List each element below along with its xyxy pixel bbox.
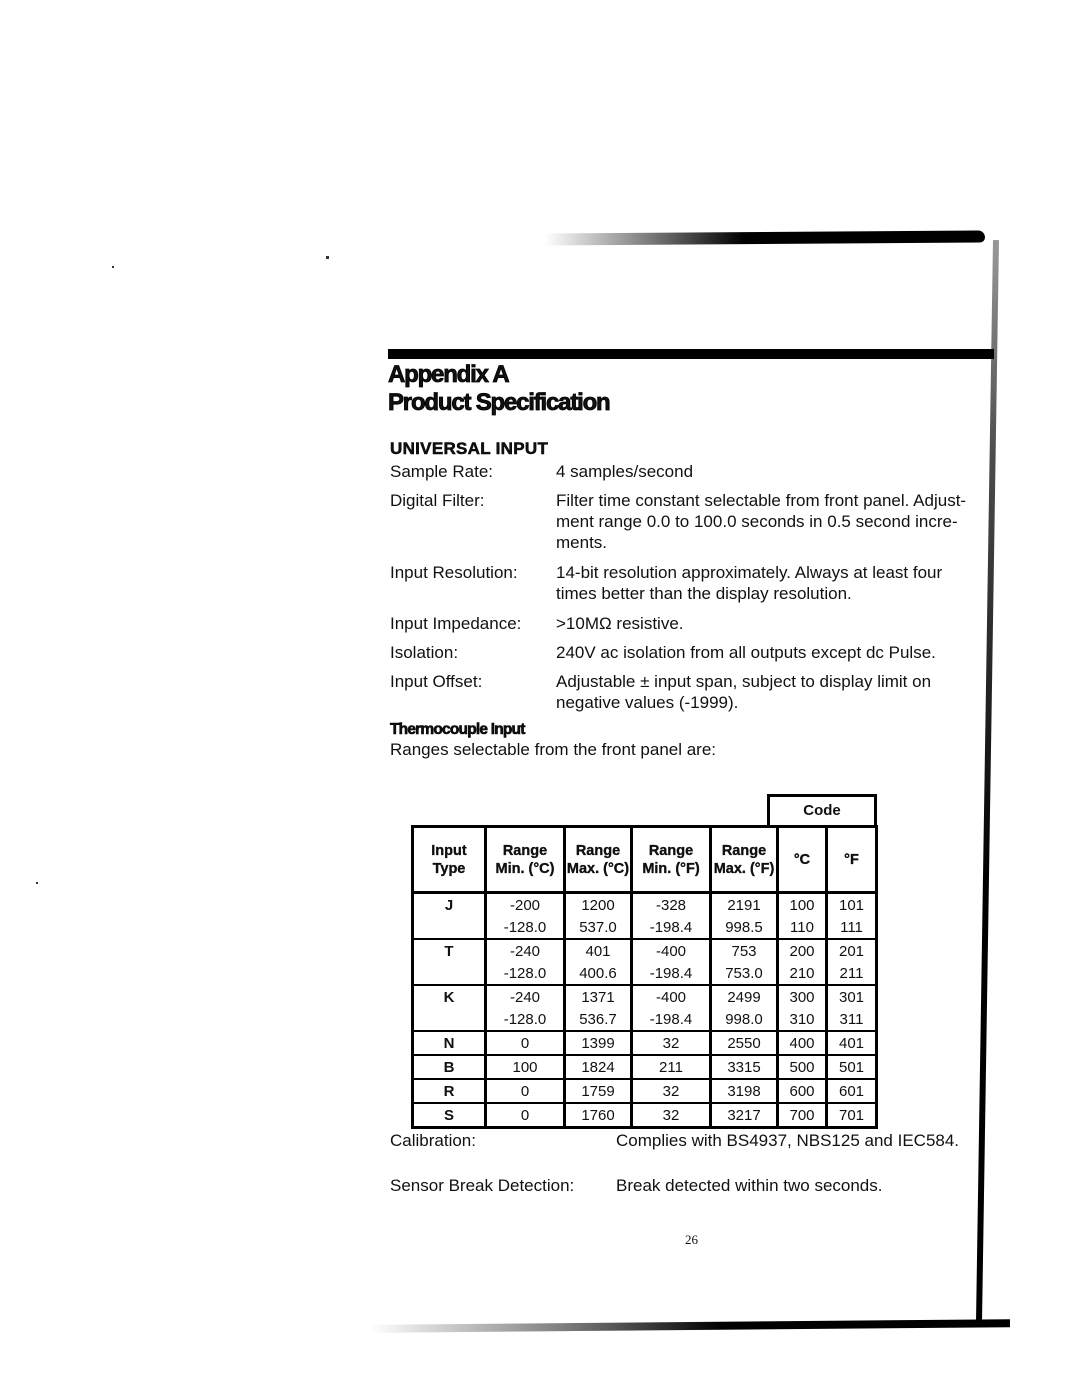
cell-min-c [486, 939, 565, 985]
cell-type [413, 1031, 486, 1055]
thermocouple-range-table [411, 825, 878, 1129]
spec-value: 240V ac isolation from all outputs except dc Pulse. [556, 643, 936, 662]
cell-value: 2550 [727, 1035, 761, 1052]
cell-value: -240 [509, 989, 541, 1006]
cell-value: 600 [789, 1083, 815, 1100]
cell-value: 1399 [581, 1035, 615, 1052]
header-range-min-c: Range Min. (°C) [486, 827, 565, 893]
cell-min-c [486, 1079, 565, 1103]
cell-code-f [827, 1103, 877, 1128]
table-row [413, 1055, 877, 1079]
header-input-type: Input Type [413, 827, 486, 893]
cell-type [413, 1079, 486, 1103]
spec-label: Digital Filter: [390, 491, 485, 510]
cell-value: -200 [509, 897, 541, 914]
table-row [413, 1103, 877, 1128]
cell-max-c [565, 1103, 632, 1128]
cell-value: 753.0 [725, 965, 763, 982]
cell-value: J [444, 897, 454, 914]
section-heading-thermocouple: Thermocouple Input [390, 721, 525, 738]
spec-label: Input Impedance: [390, 614, 522, 633]
cell-min-f [632, 1055, 711, 1079]
cell-max-f [711, 893, 778, 940]
cell-value: 100 [512, 1059, 538, 1076]
cell-value: -240 [509, 943, 541, 960]
cell-value: -328 [655, 897, 687, 914]
cell-max-c [565, 1031, 632, 1055]
cell-value: 1824 [581, 1059, 615, 1076]
cell-value: 32 [662, 1035, 680, 1052]
cell-value: 701 [838, 1107, 865, 1124]
cell-code-f [827, 985, 877, 1031]
cell-value: 0 [520, 1035, 530, 1052]
cell-value: 998.5 [725, 919, 763, 936]
cell-min-f [632, 939, 711, 985]
cell-value: 401 [585, 943, 611, 960]
cell-value: 1759 [581, 1083, 615, 1100]
cell-value: 300 [789, 989, 815, 1006]
table-row [413, 1031, 877, 1055]
scan-speck [326, 256, 329, 259]
cell-value: -400 [655, 989, 687, 1006]
header-range-max-f: Range Max. (°F) [711, 827, 778, 893]
cell-value: 1371 [581, 989, 615, 1006]
cell-min-f [632, 1103, 711, 1128]
cell-value: -198.4 [649, 965, 693, 982]
cell-value: T [444, 943, 454, 960]
cell-value: -128.0 [503, 919, 547, 936]
spec-value: >10MΩ resistive. [556, 614, 684, 633]
cell-value: 601 [838, 1083, 865, 1100]
cell-code-f [827, 893, 877, 940]
cell-value: -198.4 [649, 1011, 693, 1028]
cell-value: 0 [520, 1107, 530, 1124]
scan-speck [36, 882, 38, 884]
spec-label: Isolation: [390, 643, 459, 662]
cell-code-c [778, 1031, 827, 1055]
table-row [413, 893, 877, 940]
cell-code-c [778, 1055, 827, 1079]
table-header-row [413, 827, 877, 893]
cell-type [413, 939, 486, 985]
cell-value: 101 [838, 897, 865, 914]
spec-label: Sample Rate: [390, 462, 493, 481]
scan-right-edge [976, 240, 999, 1320]
cell-value: 700 [789, 1107, 815, 1124]
cell-value: 310 [789, 1011, 815, 1028]
cell-value: 400 [789, 1035, 815, 1052]
cell-max-c [565, 1055, 632, 1079]
cell-value: -198.4 [649, 919, 693, 936]
cell-max-c [565, 985, 632, 1031]
spec-label: Sensor Break Detection: [390, 1176, 575, 1195]
cell-value: -128.0 [503, 1011, 547, 1028]
cell-value: R [443, 1083, 455, 1100]
cell-max-f [711, 1031, 778, 1055]
cell-max-c [565, 893, 632, 940]
cell-max-f [711, 1103, 778, 1128]
cell-min-f [632, 1079, 711, 1103]
scan-bottom-edge [370, 1319, 1010, 1333]
cell-min-c [486, 893, 565, 940]
header-code-f: °F [827, 827, 877, 893]
cell-value: 301 [838, 989, 865, 1006]
cell-code-c [778, 939, 827, 985]
cell-code-f [827, 1079, 877, 1103]
cell-max-f [711, 939, 778, 985]
cell-value: 210 [789, 965, 815, 982]
cell-max-f [711, 1079, 778, 1103]
table-row [413, 985, 877, 1031]
cell-value: 2499 [727, 989, 761, 1006]
cell-value: -128.0 [503, 965, 547, 982]
cell-type [413, 1103, 486, 1128]
table-row [413, 1079, 877, 1103]
table-row [413, 939, 877, 985]
cell-value: -400 [655, 943, 687, 960]
appendix-title: Appendix A [388, 361, 509, 388]
cell-value: B [443, 1059, 455, 1076]
cell-code-f [827, 1031, 877, 1055]
cell-min-c [486, 1103, 565, 1128]
cell-value: 311 [839, 1011, 864, 1028]
cell-code-c [778, 893, 827, 940]
cell-value: 501 [838, 1059, 865, 1076]
cell-value: 32 [662, 1107, 680, 1124]
scan-top-edge [545, 230, 985, 245]
page-number: 26 [685, 1232, 698, 1247]
cell-value: 3315 [727, 1059, 761, 1076]
cell-value: 2191 [727, 897, 761, 914]
spec-label: Calibration: [390, 1131, 476, 1150]
scan-speck [112, 266, 114, 268]
table-body [413, 893, 877, 1128]
spec-label: Input Offset: [390, 672, 483, 691]
cell-min-f [632, 985, 711, 1031]
cell-value: 3198 [727, 1083, 761, 1100]
heading-rule [388, 349, 994, 359]
cell-value: N [443, 1035, 455, 1052]
cell-value: 400.6 [579, 965, 617, 982]
cell-value: 536.7 [579, 1011, 617, 1028]
cell-min-f [632, 1031, 711, 1055]
cell-code-c [778, 1103, 827, 1128]
cell-value: 111 [840, 919, 863, 936]
cell-min-c [486, 985, 565, 1031]
cell-type [413, 985, 486, 1031]
cell-min-c [486, 1055, 565, 1079]
cell-value: 753 [731, 943, 757, 960]
cell-min-f [632, 893, 711, 940]
cell-value: 1200 [581, 897, 615, 914]
spec-value: Filter time constant selectable from front panel. Adjust-ment range 0.0 to 100.0 seconds in 0.5 second incre-ments. [556, 491, 967, 552]
cell-type [413, 893, 486, 940]
cell-value: 32 [662, 1083, 680, 1100]
spec-value: Adjustable ± input span, subject to display limit on negative values (-1999). [556, 672, 932, 712]
cell-value: 998.0 [725, 1011, 763, 1028]
cell-max-f [711, 1055, 778, 1079]
cell-type [413, 1055, 486, 1079]
cell-code-f [827, 939, 877, 985]
cell-value: 0 [520, 1083, 530, 1100]
cell-code-c [778, 985, 827, 1031]
spec-value: 4 samples/second [556, 462, 694, 481]
code-group-header: Code [767, 794, 877, 825]
spec-value: 14-bit resolution approximately. Always at least four times better than the display resolution. [556, 563, 943, 603]
cell-value: 110 [790, 919, 814, 936]
cell-value: 1760 [581, 1107, 615, 1124]
header-code-c: °C [778, 827, 827, 893]
cell-value: 201 [838, 943, 865, 960]
page-title: Product Specification [388, 389, 610, 416]
cell-value: 3217 [727, 1107, 761, 1124]
cell-value: 537.0 [579, 919, 617, 936]
cell-value: K [443, 989, 455, 1006]
spec-value: Complies with BS4937, NBS125 and IEC584. [616, 1131, 960, 1150]
header-range-min-f: Range Min. (°F) [632, 827, 711, 893]
cell-min-c [486, 1031, 565, 1055]
cell-value: 211 [839, 965, 864, 982]
cell-value: 401 [838, 1035, 865, 1052]
cell-value: 200 [789, 943, 815, 960]
header-range-max-c: Range Max. (°C) [565, 827, 632, 893]
cell-value: 100 [789, 897, 815, 914]
spec-value: Break detected within two seconds. [616, 1176, 883, 1195]
cell-value: S [443, 1107, 454, 1124]
cell-code-c [778, 1079, 827, 1103]
cell-value: 500 [789, 1059, 815, 1076]
cell-value: 211 [659, 1059, 683, 1076]
spec-label: Input Resolution: [390, 563, 518, 582]
cell-max-c [565, 1079, 632, 1103]
thermocouple-intro: Ranges selectable from the front panel are: [390, 740, 717, 759]
cell-max-f [711, 985, 778, 1031]
cell-max-c [565, 939, 632, 985]
section-heading-universal-input: UNIVERSAL INPUT [390, 439, 549, 458]
cell-code-f [827, 1055, 877, 1079]
